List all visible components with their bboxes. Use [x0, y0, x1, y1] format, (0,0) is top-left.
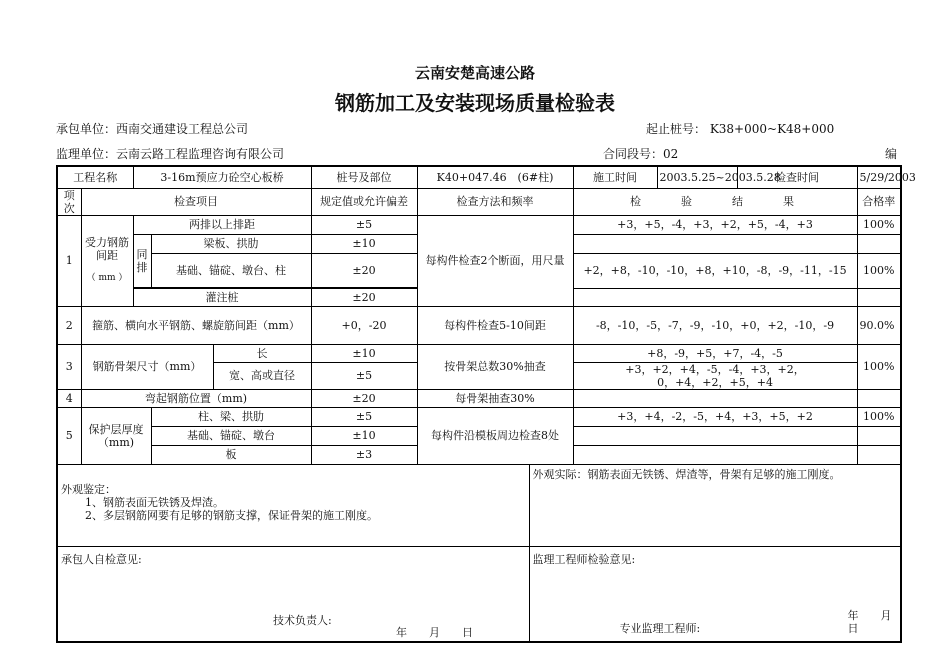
contractor-opinion-label: 承包人自检意见:: [61, 552, 142, 566]
table-row: [57, 306, 901, 344]
item-5a-label: 柱、梁、拱肋: [151, 407, 311, 426]
item-1-group: [81, 215, 133, 306]
item-5b-rate: [857, 426, 901, 445]
table-row: [57, 215, 901, 234]
item-1a-rate: 100%: [857, 215, 901, 234]
station-range-text: 起止桩号： K38+000~K48+000: [646, 122, 835, 136]
item-3b-spec: ±5: [311, 362, 417, 389]
item-1-no: 1: [57, 215, 81, 306]
col-no: 项次: [57, 188, 81, 215]
item-3-group: 钢筋骨架尺寸（mm）: [81, 344, 213, 389]
col-method: 检查方法和频率: [417, 188, 573, 215]
signoff-row: [57, 546, 901, 642]
item-5b-result: [573, 426, 857, 445]
project-name-value: 3-16m预应力砼空心板桥: [133, 166, 311, 188]
doc-subtitle: 钢筋加工及安装现场质量检验表: [335, 91, 615, 115]
item-5c-label: 板: [151, 445, 311, 464]
check-time-label: 检查时间: [737, 166, 857, 188]
contract-section-text: 合同段号：02: [603, 147, 679, 161]
supervisor-opinion-label: 监理工程师检验意见:: [532, 552, 636, 566]
appearance-actual: 外观实际：钢筋表面无铁锈、焊渣等，骨架有足够的施工刚度。: [529, 464, 901, 546]
code-label: 编: [885, 147, 898, 161]
item-1b-result: [573, 234, 857, 253]
item-5-group: 保护层厚度（mm): [81, 407, 151, 464]
doc-title: 云南安楚高速公路: [414, 64, 535, 82]
table-row: [57, 344, 901, 362]
col-spec: 规定值或允许偏差: [311, 188, 417, 215]
item-5a-rate: 100%: [857, 407, 901, 426]
supervisor-text: 监理单位：云南云路工程监理咨询有限公司: [56, 147, 285, 161]
supervisor-opinion: [529, 546, 914, 642]
item-3-no: 3: [57, 344, 81, 389]
check-time-value: 5/29/2003: [857, 166, 901, 188]
col-result: 检 验 结 果: [573, 188, 857, 215]
item-1c-rate: 100%: [857, 253, 901, 288]
item-3-rate: 100%: [857, 344, 901, 389]
item-1c-spec: ±20: [311, 253, 417, 287]
contractor-date: 年 月 日: [396, 625, 473, 639]
item-4-no: 4: [57, 389, 81, 407]
item-2-no: 2: [57, 306, 81, 344]
item-1d-result: [573, 288, 857, 306]
table-row: [57, 407, 901, 426]
item-3a-result: +8，-9，+5，+7，-4，-5: [573, 344, 857, 362]
appearance-criteria-line-1: 1、钢筋表面无铁锈及焊渣。: [85, 495, 224, 509]
project-name-label: 工程名称: [57, 166, 133, 188]
item-1b-label: 梁板、拱肋: [151, 234, 311, 253]
col-item: 检查项目: [81, 188, 311, 215]
item-3-method: 按骨架总数30%抽查: [417, 344, 573, 389]
item-2-method: 每构件检查5-10间距: [417, 306, 573, 344]
col-rate: 合格率: [857, 188, 901, 215]
appearance-criteria: [57, 464, 529, 546]
item-1d-rate: [857, 288, 901, 306]
pile-label: 桩号及部位: [311, 166, 417, 188]
item-1-subgroup: 同排: [133, 234, 151, 287]
item-4-result: [573, 389, 857, 407]
item-1b-spec: ±10: [311, 234, 417, 253]
item-4-label: 弯起钢筋位置（mm): [81, 389, 311, 407]
item-3b-result: +3，+2，+4，-5，-4，+3，+2，0，+4，+2，+5，+4: [573, 362, 857, 389]
item-2-rate: 90.0%: [857, 306, 901, 344]
construct-time-label: 施工时间: [573, 166, 657, 188]
item-5a-result: +3，+4，-2，-5，+4，+3，+5，+2: [573, 407, 857, 426]
item-1c-result: +2，+8，-10，-10，+8，+10，-8，-9，-11，-15: [573, 253, 857, 288]
info-row: [57, 166, 901, 188]
contractor-opinion: [57, 546, 529, 642]
item-5c-result: [573, 445, 857, 464]
item-5c-rate: [857, 445, 901, 464]
item-4-method: 每骨架抽查30%: [417, 389, 573, 407]
item-1b-rate: [857, 234, 901, 253]
table-row: [57, 389, 901, 407]
item-5b-label: 基础、锚碇、墩台: [151, 426, 311, 445]
item-1d-spec: ±20: [311, 288, 417, 306]
item-3b-label: 宽、高或直径: [213, 362, 311, 389]
item-3a-spec: ±10: [311, 344, 417, 362]
appearance-criteria-line-2: 2、多层钢筋网要有足够的钢筋支撑，保证骨架的施工刚度。: [85, 508, 378, 522]
appearance-criteria-title: 外观鉴定：: [61, 482, 116, 496]
item-1a-result: +3，+5，-4，+3，+2，+5，-4，+3: [573, 215, 857, 234]
tech-lead-signature-label: 技术负责人:: [273, 613, 332, 627]
item-5c-spec: ±3: [311, 445, 417, 464]
item-1-group-unit: （ mm ）: [86, 273, 128, 283]
item-5-method: 每构件沿模板周边检查8处: [417, 407, 573, 464]
item-3a-label: 长: [213, 344, 311, 362]
item-5a-spec: ±5: [311, 407, 417, 426]
item-4-rate: [857, 389, 901, 407]
item-5-no: 5: [57, 407, 81, 464]
item-1a-spec: ±5: [311, 215, 417, 234]
item-2-result: -8，-10，-5，-7，-9，-10，+0，+2，-10，-9: [573, 306, 857, 344]
item-1-group-label: 受力钢筋间距: [85, 236, 129, 262]
supervisor-date: 年 月 日: [847, 608, 914, 635]
item-1d-label: 灌注桩: [133, 288, 311, 306]
pile-value: K40+047.46 (6#柱): [417, 166, 573, 188]
item-4-spec: ±20: [311, 389, 417, 407]
construct-time-value: 2003.5.25~2003.5.28: [657, 166, 737, 188]
item-5b-spec: ±10: [311, 426, 417, 445]
engineer-signature-label: 专业监理工程师:: [619, 621, 701, 635]
appearance-row: [57, 464, 901, 546]
item-1a-label: 两排以上排距: [133, 215, 311, 234]
item-1-method: 每构件检查2个断面，用尺量: [417, 215, 573, 306]
item-2-label: 箍筋、横向水平钢筋、螺旋筋间距（mm）: [81, 306, 311, 344]
column-header-row: [57, 188, 901, 215]
contractor-text: 承包单位：西南交通建设工程总公司: [56, 122, 249, 136]
item-2-spec: +0，-20: [311, 306, 417, 344]
item-1c-label: 基础、锚碇、墩台、柱: [151, 253, 311, 287]
inspection-table: [56, 165, 916, 643]
